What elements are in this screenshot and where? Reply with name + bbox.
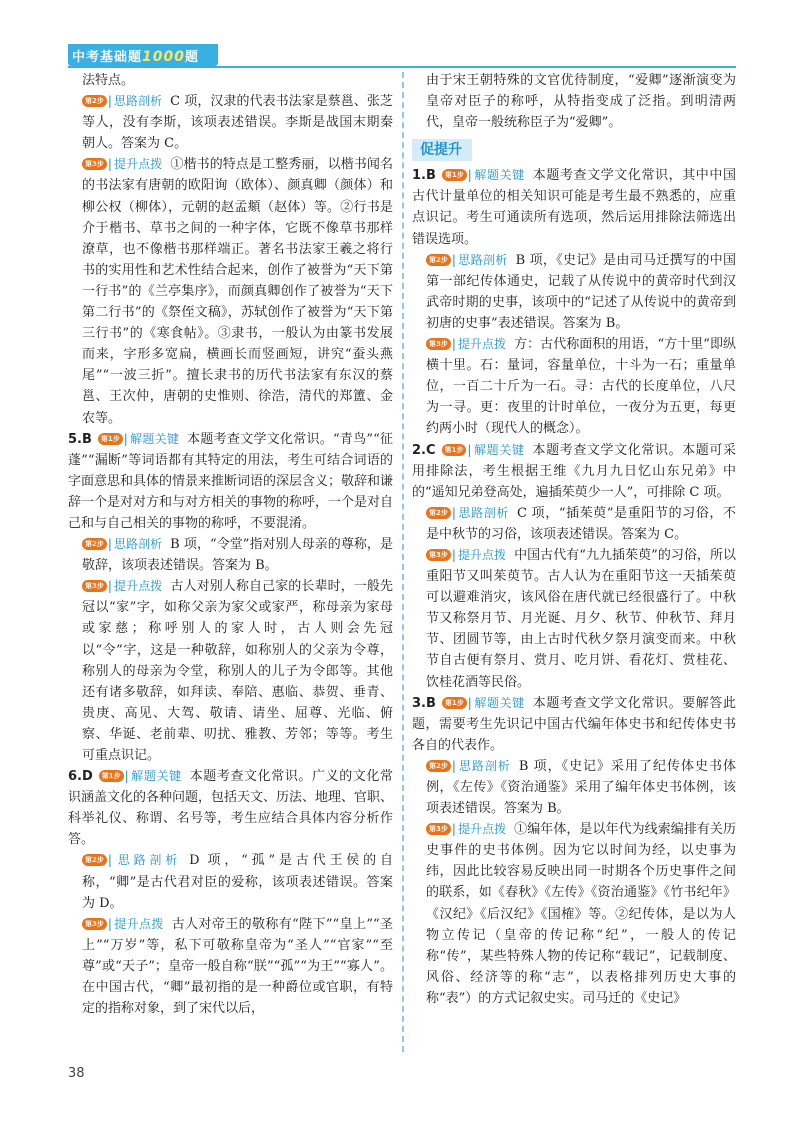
step-3-badge: 第3步 (426, 549, 451, 561)
answer-letter: B (426, 695, 436, 711)
step-2-block: 第2步| 思路剖析 B 项，《史记》采用了纪传体史书体例，《左传》《资治通鉴》采用了编年体史书体例，该项表述错误。答案为 B。 (412, 756, 736, 819)
step-3-block: 第3步| 提升点拨 古人对帝王的敬称有“陛下”“皇上”“圣上”“万岁”等，私下可敬称皇帝为“圣人”“官家”“至尊”或“天子”；皇帝一般自称“朕”“孤”“为王”“寡人”。在中国古代，“卿”最初指的是一种爵位或官职，有特定的指称对象，到了宋代以后， (68, 914, 393, 1019)
tips-tag: | 提升点拨 (452, 822, 506, 836)
question-2: 2.C 第1步| 解题关键 本题考查文学文化常识。本题可采用排除法，考生根据王维《九月九日忆山东兄弟》中的“遥知兄弟登高处，遍插茱萸少一人”，可排除 C 项。 (412, 440, 736, 503)
step-2-block: 第2步| 思路剖析 C 项，“插茱萸”是重阳节的习俗，不是中秋节的习俗，该项表述错误。答案为 C。 (412, 503, 736, 545)
key-tag: | 解题关键 (125, 769, 182, 783)
answer-letter: B (82, 431, 92, 447)
question-number: 5. (68, 431, 82, 447)
series-title: 中考基础题1000题 (72, 49, 199, 65)
question-number: 1. (412, 168, 426, 184)
section-heading: 促提升 (412, 139, 472, 161)
continued-text: 由于宋王朝特殊的文官优待制度，“爱卿”逐渐演变为皇帝对臣子的称呼，从特指变成了泛指。到明清两代，皇帝一般统称臣子为“爱卿”。 (426, 73, 736, 131)
tips-tag: | 提升点拨 (108, 157, 163, 171)
step-2-block: 第2步| 思路剖析 B 项，《史记》是由司马迁撰写的中国第一部纪传体通史，记载了从传说中的黄帝时代到汉武帝时期的史事，该项中的“记述了从传说中的黄帝到初唐的史事”表述错误。答案为 B。 (412, 250, 736, 334)
key-tag: | 解题关键 (468, 696, 525, 710)
analysis-tag: | 思路剖析 (108, 94, 162, 108)
tips-tag: | 提升点拨 (452, 548, 506, 562)
analysis-tag: | 思路剖析 (452, 253, 508, 267)
tips-tag: | 提升点拨 (108, 579, 163, 593)
step-2-block: 第2步| 思路剖析 D 项，“孤”是古代王侯的自称，“卿”是古代君对臣的爱称，该项表述错误。答案为 D。 (68, 850, 393, 913)
step-2-badge: 第2步 (426, 254, 451, 266)
left-column (68, 70, 393, 1019)
step-3-badge: 第3步 (82, 918, 107, 930)
step-1-badge: 第1步 (442, 444, 467, 456)
answer-letter: D (82, 769, 93, 785)
step-1-badge: 第1步 (99, 770, 124, 782)
tips-tag: | 提升点拨 (452, 337, 506, 351)
step-2-badge: 第2步 (426, 507, 451, 519)
question-number: 6. (68, 769, 82, 785)
step-1-badge: 第1步 (442, 697, 467, 709)
question-3: 3.B 第1步| 解题关键 本题考查文学文化常识。要解答此题，需要考生先识记中国古代编年体史书和纪传体史书各自的代表作。 (412, 693, 736, 756)
answer-letter: C (426, 442, 436, 458)
step-3-block: 第3步| 提升点拨 方：古代称面积的用语，“方十里”即纵横十里。石：量词，容量单位，十斗为一石；重量单位，一百二十斤为一石。寻：古代的长度单位，八尺为一寻。更：夜里的计时单位，一夜分为五更，每更约两小时（现代人的概念）。 (412, 334, 736, 439)
step-3-badge: 第3步 (82, 158, 107, 170)
step-2-block: 第2步| 思路剖析 B 项，“令堂”指对别人母亲的尊称，是敬辞，该项表述错误。答案为 B。 (68, 534, 393, 576)
step-3-block: 第3步| 提升点拨 ①楷书的特点是工整秀丽，以楷书闻名的书法家有唐朝的欧阳询（欧体）、颜真卿（颜体）和柳公权（柳体），元朝的赵孟頫（赵体）等。②行书是介于楷书、草书之间的一种字体，它既不像草书那样潦草，也不像楷书那样端正。著名书法家王羲之将行书的实用性和艺术性结合起来，创作了被誉为“天下第一行书”的《兰亭集序》，而颜真卿创作了被誉为“天下第二行书”的《祭侄文稿》，苏轼创作了被誉为“天下第三行书”的《寒食帖》。③隶书，一般认为由篆书发展而来，字形多宽扁，横画长而竖画短，讲究“蚕头燕尾”“一波三折”。擅长隶书的历代书法家有东汉的蔡邕、王次仲，唐朝的史惟则、徐浩，清代的郑簠、金农等。 (68, 154, 393, 428)
step-3-badge: 第3步 (82, 580, 107, 592)
step-1-badge: 第1步 (98, 433, 123, 445)
right-column (412, 70, 736, 1009)
step-2-badge: 第2步 (82, 538, 107, 550)
key-tag: | 解题关键 (468, 168, 525, 182)
answer-letter: B (426, 168, 436, 184)
step-2-badge: 第2步 (82, 95, 107, 107)
question-number: 3. (412, 695, 426, 711)
step-2-block: 第2步| 思路剖析 C 项，汉隶的代表书法家是蔡邕、张芝等人，没有李斯，该项表述错误。李斯是战国末期秦朝人。答案为 C。 (68, 91, 393, 154)
step-2-badge: 第2步 (426, 760, 451, 772)
step-3-block: 第3步| 提升点拨 古人对别人称自己家的长辈时，一般先冠以“家”字，如称父亲为家父或家严，称母亲为家母或家慈；称呼别人的家人时，古人则会先冠以“令”字，这是一种敬辞，如称别人的父亲为令尊，称别人的母亲为令堂，称别人的儿子为令郎等。其他还有诸多敬辞，如拜读、奉陪、惠临、恭贺、垂青、贵庚、高见、大驾、敬请、请坐、屈尊、光临、俯察、华诞、老前辈、叨扰、雅教、芳邻；等等。考生可重点识记。 (68, 576, 393, 766)
column-divider (402, 72, 404, 1052)
analysis-tag: | 思路剖析 (452, 759, 511, 773)
step-3-badge: 第3步 (426, 338, 451, 350)
question-6: 6.D 第1步| 解题关键 本题考查文化常识。广义的文化常识涵盖文化的各种问题，包括天文、历法、地理、官职、科举礼仪、称谓、名号等，考生应结合具体内容分析作答。 (68, 766, 393, 850)
step-1-badge: 第1步 (442, 169, 467, 181)
question-1: 1.B 第1步| 解题关键 本题考查文学文化常识，其中中国古代计量单位的相关知识可能是考生最不熟悉的，应重点识记。考生可通读所有选项，然后运用排除法筛选出错误选项。 (412, 165, 736, 249)
step-2-badge: 第2步 (82, 854, 107, 866)
header-rule (68, 66, 736, 68)
question-5: 5.B 第1步| 解题关键 本题考查文学文化常识。“青鸟”“征蓬”“漏断”等词语都有其特定的用法，考生可结合词语的字面意思和具体的情景来推断词语的深层含义；敬辞和谦辞一个是对对方和与对方相关的事物的称呼，一个是对自己和与自己相关的事物的称呼，不要混淆。 (68, 429, 393, 534)
key-tag: | 解题关键 (467, 443, 524, 457)
step-3-badge: 第3步 (426, 823, 451, 835)
series-count: 1000 (142, 49, 185, 65)
analysis-tag: | 思路剖析 (108, 537, 162, 551)
key-tag: | 解题关键 (124, 432, 179, 446)
analysis-tag: | 思路剖析 (452, 506, 509, 520)
page-number: 38 (68, 1066, 85, 1081)
step-3-block: 第3步| 提升点拨 中国古代有“九九插茱萸”的习俗，所以重阳节又叫茱萸节。古人认为在重阳节这一天插茱萸可以避难消灾，该风俗在唐代就已经很盛行了。中秋节又称祭月节、月光诞、月夕、秋节、仲秋节、拜月节、团圆节等，由上古时代秋夕祭月演变而来。中秋节自古便有祭月、赏月、吃月饼、看花灯、赏桂花、饮桂花酒等民俗。 (412, 545, 736, 693)
continued-text: 法特点。 (82, 73, 135, 88)
question-number: 2. (412, 442, 426, 458)
tips-tag: | 提升点拨 (108, 917, 164, 931)
step-3-block: 第3步| 提升点拨 ①编年体，是以年代为线索编排有关历史事件的史书体例。因为它以时间为经，以史事为纬，因此比较容易反映出同一时期各个历史事件之间的联系，如《春秋》《左传》《资治通鉴》《竹书纪年》《汉纪》《后汉纪》《国榷》等。②纪传体，是以为人物立传记（皇帝的传记称“纪”，一般人的传记称“传”，某些特殊人物的传记称“载记”，记载制度、风俗、经济等的称“志”，以表格排列历史大事的称“表”）的方式记叙史实。司马迁的《史记》 (412, 819, 736, 1009)
analysis-tag: | 思路剖析 (108, 853, 181, 867)
